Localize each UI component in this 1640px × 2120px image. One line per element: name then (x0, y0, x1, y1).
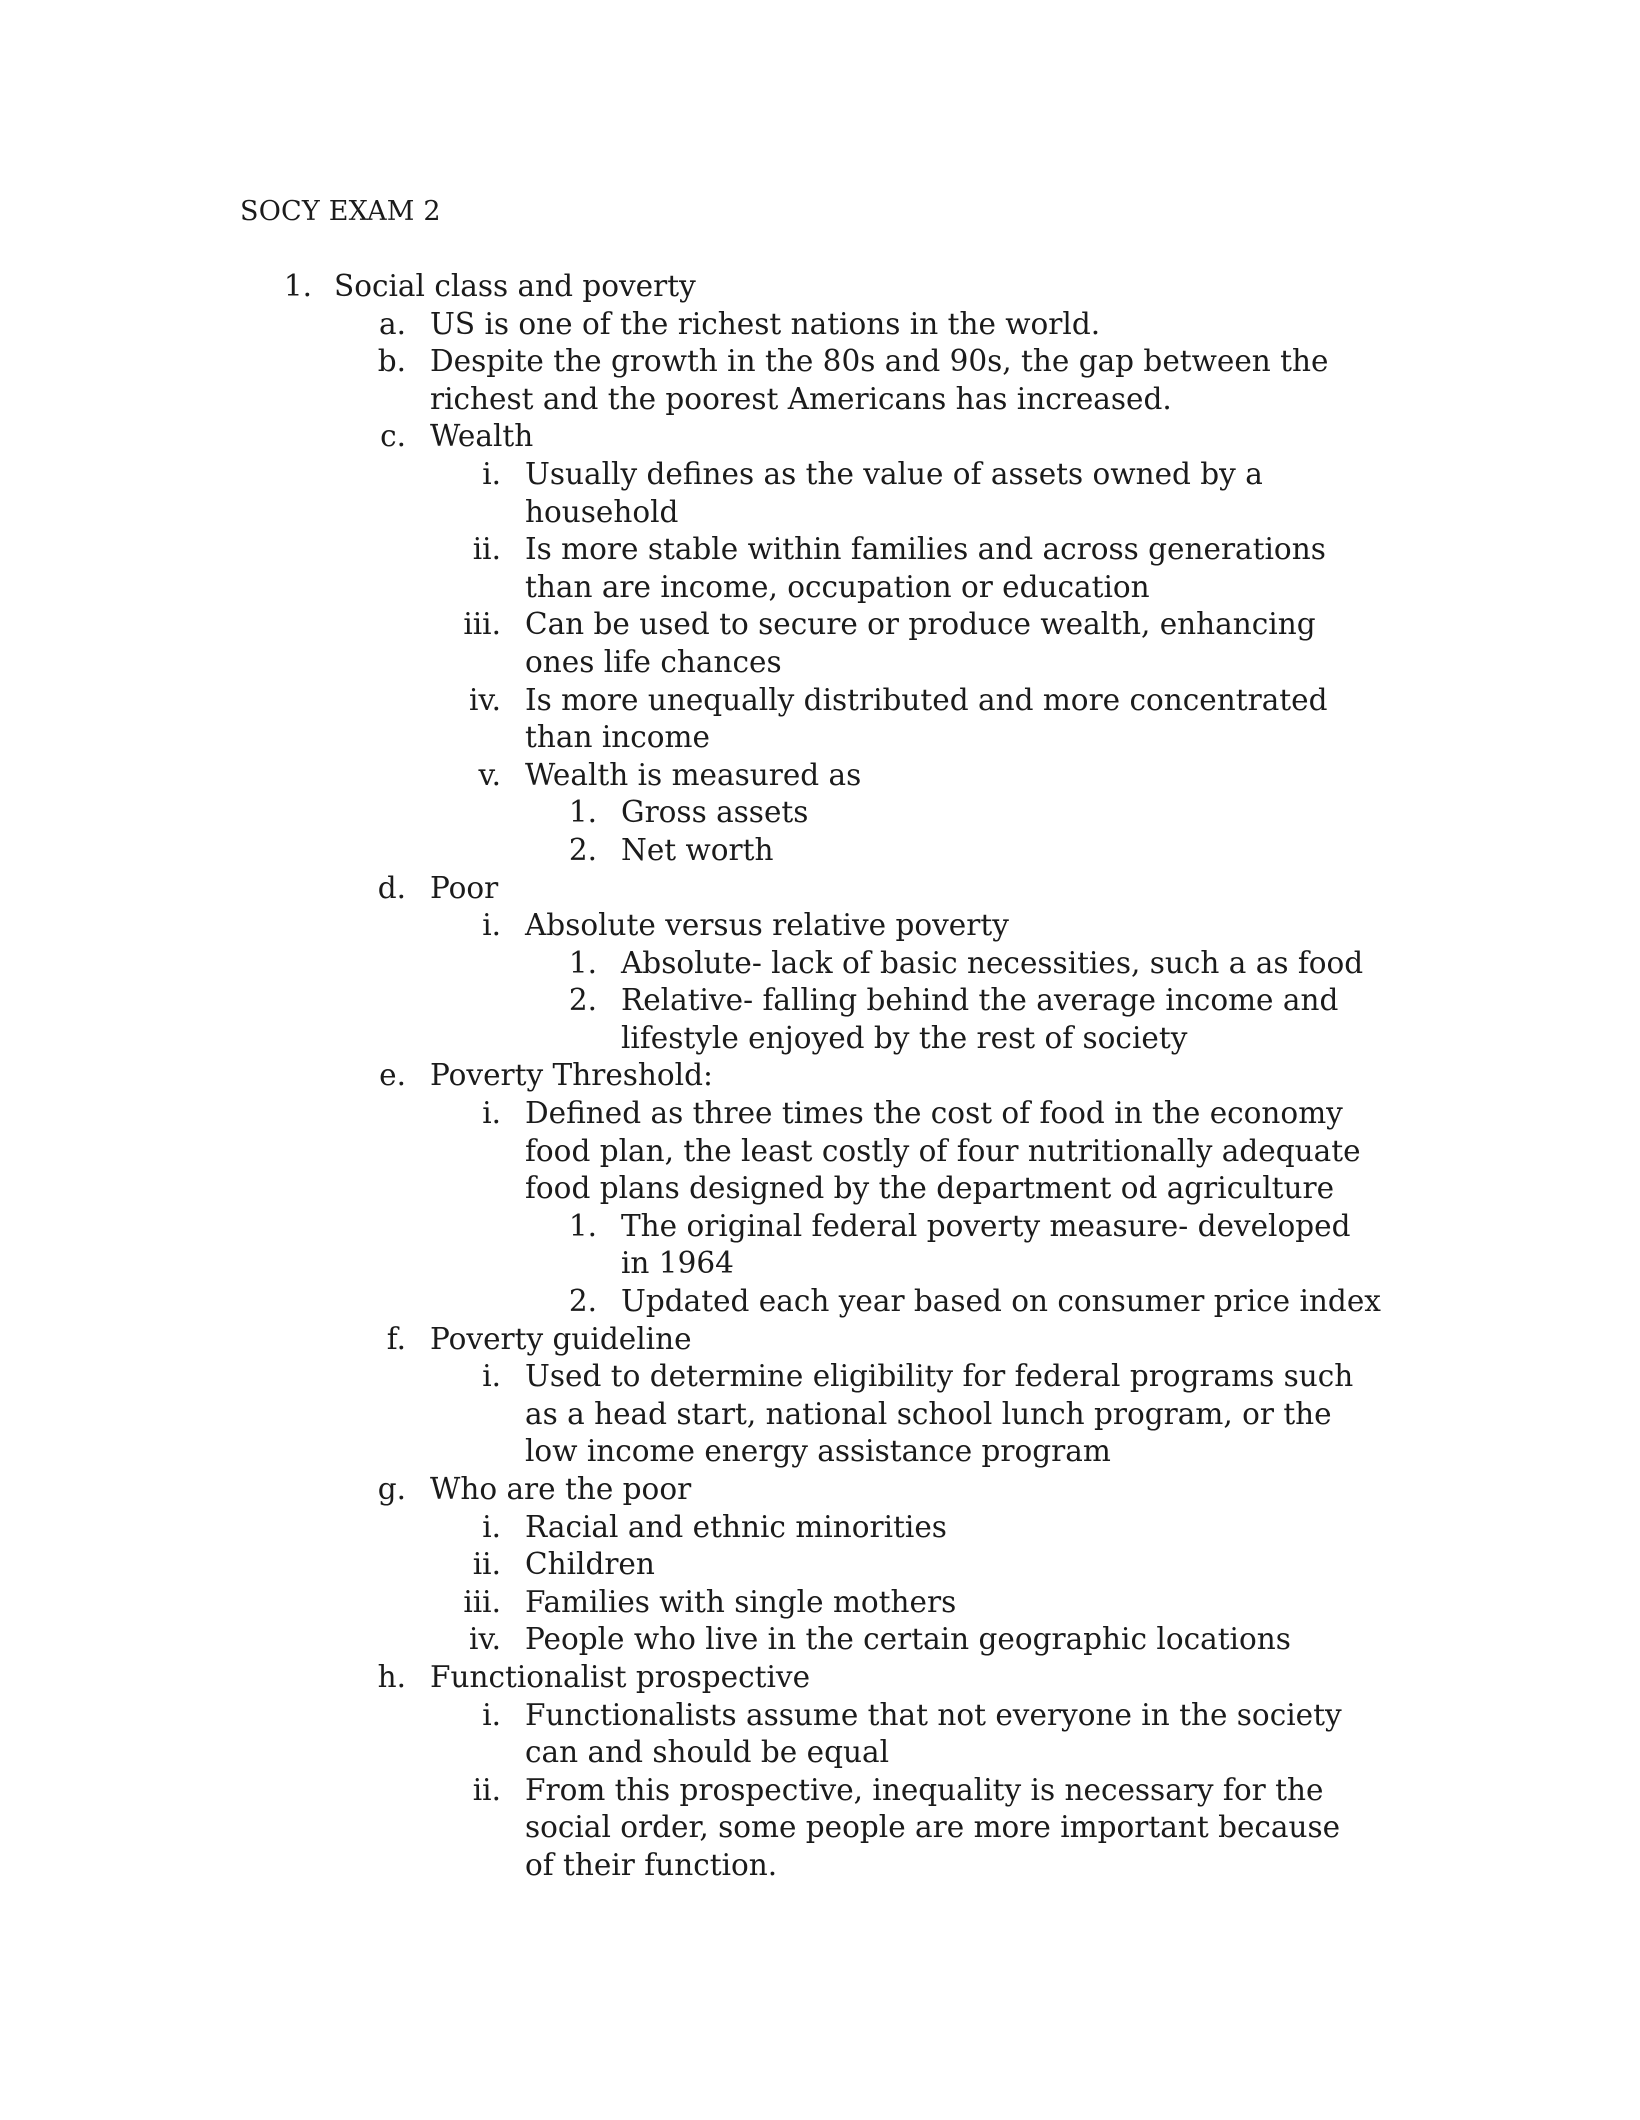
outline-item-level-3 (0, 1697, 1640, 1772)
outline-item-marker: i. (482, 1359, 501, 1394)
outline-item-text: Defined as three times the cost of food in the economy food plan, the least costly of four nutritionally adequate food plans designed by the department od agriculture (525, 1096, 1361, 1206)
outline-item-text: Gross assets (621, 795, 809, 830)
outline-item-marker: ii. (472, 1547, 501, 1582)
outline-item-marker: 1. (568, 795, 597, 830)
outline-item-text: From this prospective, inequality is necessary for the social order, some people are more important because of their function. (525, 1772, 1341, 1882)
outline-item-text: Absolute versus relative poverty (525, 908, 1009, 943)
outline-item-marker: d. (377, 870, 406, 905)
outline-item-level-3 (0, 907, 1640, 945)
outline-item-level-3 (0, 531, 1640, 606)
outline-item-marker: 2. (568, 983, 597, 1018)
outline-item-level-4 (0, 982, 1640, 1057)
outline-item-text: Functionalists assume that not everyone in the society can and should be equal (525, 1697, 1342, 1770)
outline-item-marker: i. (482, 1096, 501, 1131)
outline-item-level-3 (0, 1095, 1640, 1208)
outline-item-text: The original federal poverty measure- developed in 1964 (621, 1208, 1351, 1281)
outline-item-marker: ii. (472, 1772, 501, 1807)
outline-item-text: Updated each year based on consumer price index (621, 1284, 1381, 1319)
outline-item-marker: 1. (283, 269, 312, 303)
outline-list (0, 268, 1640, 1885)
outline-item-marker: iii. (463, 607, 501, 642)
outline-item-marker: e. (379, 1058, 406, 1093)
outline-item-level-2 (0, 343, 1640, 418)
outline-item-level-3 (0, 1546, 1640, 1584)
outline-item-level-2 (0, 870, 1640, 908)
outline-item-marker: b. (377, 344, 406, 379)
outline-item-level-4 (0, 1283, 1640, 1321)
outline-item-level-3 (0, 1358, 1640, 1471)
outline-item-text: Families with single mothers (525, 1584, 957, 1619)
outline-item-level-3 (0, 757, 1640, 795)
outline-item-marker: g. (377, 1472, 406, 1506)
outline-item-text: Net worth (621, 832, 774, 867)
outline-item-level-2 (0, 1057, 1640, 1095)
outline-item-marker: i. (482, 1509, 501, 1544)
outline-item-marker: 2. (568, 1284, 597, 1319)
outline-item-text: Is more unequally distributed and more concentrated than income (525, 682, 1328, 755)
outline-item-text: Usually defines as the value of assets owned by a household (525, 456, 1263, 529)
outline-item-text: Can be used to secure or produce wealth, enhancing ones life chances (525, 607, 1316, 679)
outline-item-level-3 (0, 1621, 1640, 1659)
outline-item-marker: i. (482, 456, 501, 491)
outline-item-marker: iii. (463, 1584, 501, 1619)
outline-item-level-3 (0, 1584, 1640, 1622)
outline-item-text: Who are the poor (430, 1472, 692, 1506)
document-title: SOCY EXAM 2 (240, 196, 441, 227)
outline-item-marker: i. (482, 908, 501, 943)
outline-item-level-3 (0, 1772, 1640, 1885)
outline-item-marker: iv. (469, 682, 501, 717)
outline-item-text: Wealth (430, 419, 534, 454)
outline-item-text: Used to determine eligibility for federal programs such as a head start, national school lunch program, or the low income energy assistance program (525, 1359, 1354, 1469)
outline-item-level-4 (0, 1208, 1640, 1283)
outline-item-marker: i. (482, 1697, 501, 1732)
outline-item-text: US is one of the richest nations in the world. (430, 306, 1101, 341)
outline-item-text: Poverty guideline (430, 1321, 692, 1356)
outline-item-level-4 (0, 945, 1640, 983)
outline-item-text: Functionalist prospective (430, 1659, 811, 1694)
outline-item-text: Relative- falling behind the average income and lifestyle enjoyed by the rest of society (621, 983, 1339, 1055)
outline-item-text: Social class and poverty (334, 269, 696, 303)
outline-item-marker: v. (478, 757, 501, 792)
outline-item-level-3 (0, 456, 1640, 531)
outline-item-level-3 (0, 1509, 1640, 1547)
outline-item-text: Poor (430, 870, 499, 905)
outline-item-marker: c. (380, 419, 406, 454)
outline-item-text: Racial and ethnic minorities (525, 1509, 947, 1544)
outline-item-text: Poverty Threshold: (430, 1058, 713, 1093)
outline-item-marker: h. (377, 1659, 406, 1694)
outline-item-marker: 2. (568, 832, 597, 867)
outline-item-marker: f. (386, 1321, 406, 1356)
outline-item-level-4 (0, 794, 1640, 832)
outline-item-level-2 (0, 1471, 1640, 1509)
outline-item-level-2 (0, 1321, 1640, 1359)
outline-item-level-1 (0, 268, 1640, 306)
outline-item-text: People who live in the certain geographic locations (525, 1622, 1291, 1657)
outline-item-level-2 (0, 306, 1640, 344)
outline-item-text: Absolute- lack of basic necessities, such a as food (621, 945, 1364, 980)
outline-item-level-2 (0, 418, 1640, 456)
outline-item-level-2 (0, 1659, 1640, 1697)
outline-item-text: Wealth is measured as (525, 757, 862, 792)
outline-item-level-3 (0, 682, 1640, 757)
outline-item-marker: ii. (472, 532, 501, 567)
outline-item-marker: a. (379, 306, 406, 341)
outline-item-marker: iv. (469, 1622, 501, 1657)
outline-item-level-3 (0, 606, 1640, 681)
outline-item-marker: 1. (568, 945, 597, 980)
outline-item-text: Is more stable within families and across generations than are income, occupation or education (525, 532, 1326, 604)
outline-item-text: Children (525, 1547, 655, 1582)
outline-item-level-4 (0, 832, 1640, 870)
outline-item-marker: 1. (568, 1208, 597, 1243)
outline-item-text: Despite the growth in the 80s and 90s, the gap between the richest and the poorest Americans has increased. (430, 344, 1329, 416)
